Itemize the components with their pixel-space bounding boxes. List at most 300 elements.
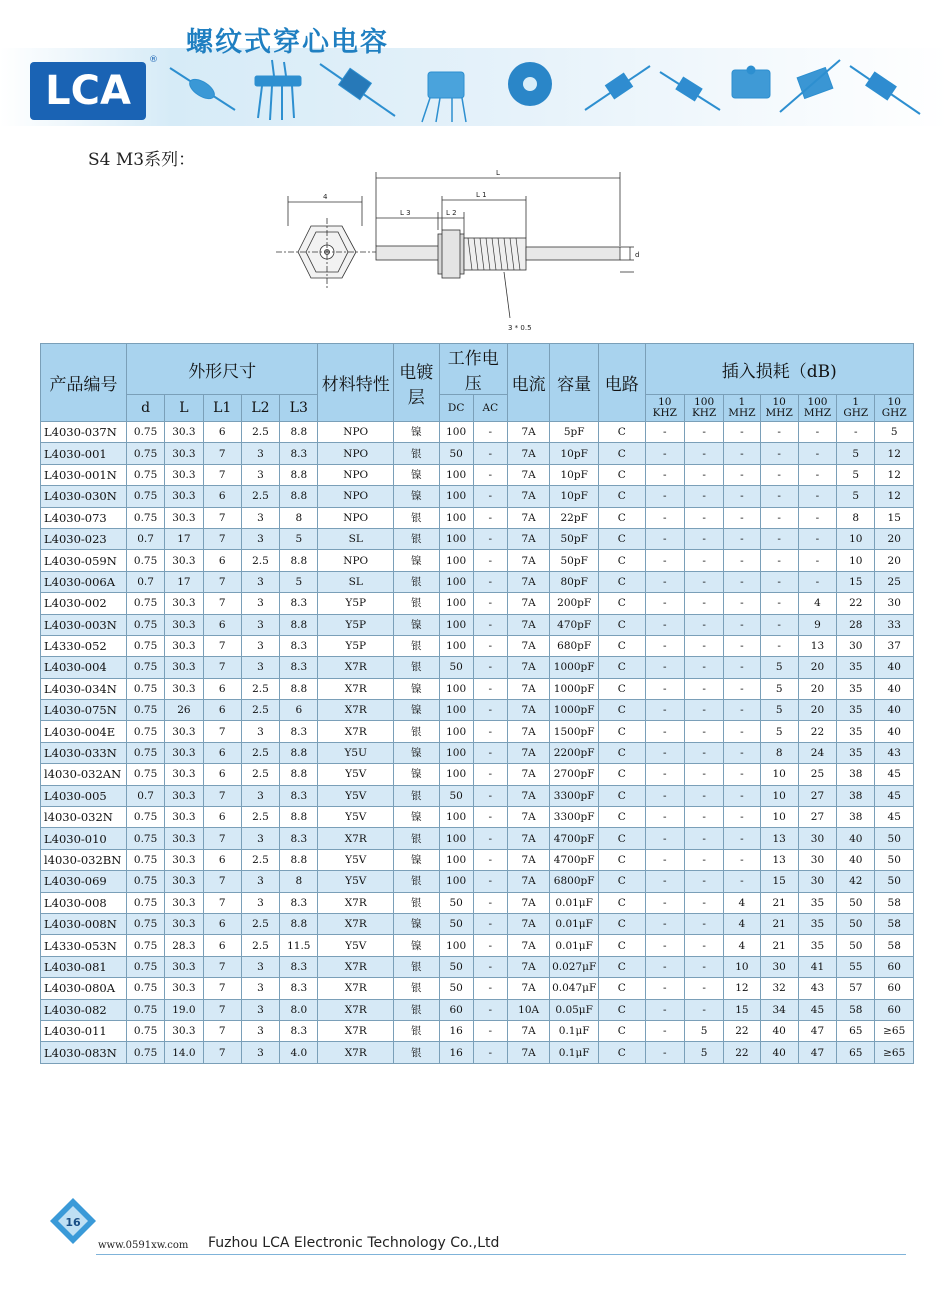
dim-label-L2: L 2 [446, 209, 457, 217]
table-row [41, 571, 914, 592]
table-row [41, 913, 914, 934]
cell-dc: 50 [439, 978, 473, 999]
cell-loss-100mhz: 24 [798, 742, 836, 763]
header-loss-100mhz: 100 MHZ [798, 395, 836, 422]
cell-material: X7R [318, 978, 394, 999]
cell-dc: 100 [439, 464, 473, 485]
cell-loss-1ghz: 35 [837, 721, 875, 742]
cell-dc: 100 [439, 571, 473, 592]
cell-loss-100mhz: - [798, 486, 836, 507]
cell-model: L4030-083N [41, 1042, 127, 1063]
cell-material: Y5V [318, 807, 394, 828]
cell-L1: 6 [203, 742, 241, 763]
cell-L1: 7 [203, 507, 241, 528]
cell-loss-100mhz: 47 [798, 1042, 836, 1063]
cell-L: 30.3 [165, 635, 203, 656]
cell-L: 30.3 [165, 443, 203, 464]
cell-model: L4030-011 [41, 1020, 127, 1041]
cell-circuit: C [599, 657, 646, 678]
cell-dc: 100 [439, 678, 473, 699]
cell-loss-10mhz: - [760, 443, 798, 464]
cell-circuit: C [599, 678, 646, 699]
cell-L1: 7 [203, 978, 241, 999]
cell-plating: 银 [394, 828, 440, 849]
cell-ac: - [473, 913, 507, 934]
cell-loss-10khz: - [645, 635, 684, 656]
header-plating: 电镀层 [394, 344, 440, 422]
cell-L3: 8.8 [280, 807, 318, 828]
cell-loss-1mhz: - [724, 764, 760, 785]
cell-L2: 3 [241, 507, 279, 528]
cell-capacitance: 0.05μF [550, 999, 599, 1020]
cell-circuit: C [599, 550, 646, 571]
cell-loss-100mhz: - [798, 571, 836, 592]
dim-label-thread: 3 * 0.5 [508, 324, 532, 332]
cell-loss-10ghz: 37 [875, 635, 914, 656]
cell-circuit: C [599, 849, 646, 870]
cell-L3: 8.8 [280, 913, 318, 934]
table-body [41, 422, 914, 1064]
cell-ac: - [473, 721, 507, 742]
cell-loss-10khz: - [645, 807, 684, 828]
cell-ac: - [473, 807, 507, 828]
cell-plating: 银 [394, 721, 440, 742]
cell-L: 30.3 [165, 807, 203, 828]
cell-loss-1mhz: - [724, 828, 760, 849]
cell-L1: 6 [203, 700, 241, 721]
cell-L1: 7 [203, 464, 241, 485]
page-number: 16 [65, 1216, 81, 1229]
cell-L: 30.3 [165, 742, 203, 763]
cell-material: NPO [318, 443, 394, 464]
cell-loss-10mhz: 5 [760, 721, 798, 742]
cell-loss-1mhz: - [724, 742, 760, 763]
cell-L2: 2.5 [241, 678, 279, 699]
cell-L2: 2.5 [241, 422, 279, 443]
cell-L: 30.3 [165, 550, 203, 571]
cell-loss-10ghz: 45 [875, 764, 914, 785]
cell-circuit: C [599, 507, 646, 528]
cell-material: NPO [318, 464, 394, 485]
cell-ac: - [473, 443, 507, 464]
cell-L2: 3 [241, 1020, 279, 1041]
cell-loss-100mhz: 9 [798, 614, 836, 635]
cell-loss-1mhz: - [724, 678, 760, 699]
cell-d: 0.75 [126, 999, 164, 1020]
cell-L2: 3 [241, 614, 279, 635]
cell-current: 7A [507, 528, 549, 549]
cell-L2: 3 [241, 828, 279, 849]
cell-loss-10mhz: 30 [760, 956, 798, 977]
cell-loss-100khz: 5 [684, 1042, 723, 1063]
cell-current: 7A [507, 956, 549, 977]
cell-loss-10khz: - [645, 550, 684, 571]
cell-loss-100mhz: 41 [798, 956, 836, 977]
cell-loss-10khz: - [645, 657, 684, 678]
cell-L1: 7 [203, 1020, 241, 1041]
cell-L2: 3 [241, 721, 279, 742]
cell-loss-100mhz: 20 [798, 700, 836, 721]
cell-loss-100khz: - [684, 528, 723, 549]
cell-dc: 60 [439, 999, 473, 1020]
cell-loss-100mhz: 35 [798, 935, 836, 956]
table-row [41, 486, 914, 507]
cell-loss-100mhz: 25 [798, 764, 836, 785]
cell-model: L4030-008N [41, 913, 127, 934]
dim-label-d: d [635, 251, 640, 259]
cell-model: L4030-034N [41, 678, 127, 699]
cell-loss-100khz: - [684, 550, 723, 571]
cell-loss-10ghz: 60 [875, 999, 914, 1020]
cell-loss-1mhz: - [724, 507, 760, 528]
cell-material: X7R [318, 828, 394, 849]
cell-loss-100mhz: 35 [798, 892, 836, 913]
cell-material: X7R [318, 700, 394, 721]
cell-loss-10khz: - [645, 913, 684, 934]
cell-plating: 银 [394, 1042, 440, 1063]
cell-ac: - [473, 507, 507, 528]
cell-capacitance: 0.027μF [550, 956, 599, 977]
cell-circuit: C [599, 593, 646, 614]
cell-d: 0.75 [126, 422, 164, 443]
cell-loss-100khz: - [684, 700, 723, 721]
cell-plating: 镍 [394, 935, 440, 956]
cell-capacitance: 22pF [550, 507, 599, 528]
cell-loss-10ghz: 58 [875, 935, 914, 956]
cell-dc: 50 [439, 956, 473, 977]
cell-loss-1mhz: - [724, 849, 760, 870]
cell-d: 0.75 [126, 464, 164, 485]
cell-capacitance: 6800pF [550, 871, 599, 892]
cell-loss-100khz: - [684, 956, 723, 977]
cell-d: 0.75 [126, 935, 164, 956]
cell-loss-1mhz: - [724, 422, 760, 443]
cell-loss-10ghz: ≥65 [875, 1042, 914, 1063]
cell-loss-10ghz: 40 [875, 721, 914, 742]
cell-material: Y5V [318, 785, 394, 806]
cell-material: Y5V [318, 764, 394, 785]
cell-d: 0.75 [126, 978, 164, 999]
cell-loss-10khz: - [645, 828, 684, 849]
footer-url[interactable]: www.0591xw.com [98, 1240, 189, 1251]
cell-circuit: C [599, 422, 646, 443]
cell-loss-100mhz: - [798, 443, 836, 464]
cell-L1: 6 [203, 935, 241, 956]
cell-ac: - [473, 614, 507, 635]
cell-loss-10ghz: 45 [875, 807, 914, 828]
cell-loss-100mhz: 30 [798, 828, 836, 849]
cell-L2: 3 [241, 464, 279, 485]
table-row [41, 871, 914, 892]
cell-loss-10mhz: - [760, 593, 798, 614]
cell-d: 0.7 [126, 571, 164, 592]
cell-circuit: C [599, 1020, 646, 1041]
cell-L2: 3 [241, 1042, 279, 1063]
cell-circuit: C [599, 871, 646, 892]
cell-loss-1mhz: 12 [724, 978, 760, 999]
cell-loss-100mhz: 47 [798, 1020, 836, 1041]
cell-L: 19.0 [165, 999, 203, 1020]
cell-dc: 100 [439, 528, 473, 549]
cell-d: 0.7 [126, 785, 164, 806]
cell-loss-10mhz: 13 [760, 849, 798, 870]
cell-L3: 8.8 [280, 464, 318, 485]
cell-L: 30.3 [165, 849, 203, 870]
cell-ac: - [473, 635, 507, 656]
cell-ac: - [473, 742, 507, 763]
cell-loss-10ghz: 15 [875, 507, 914, 528]
cell-L: 26 [165, 700, 203, 721]
cell-plating: 银 [394, 956, 440, 977]
cell-dc: 100 [439, 593, 473, 614]
cell-ac: - [473, 999, 507, 1020]
cell-L2: 3 [241, 657, 279, 678]
cell-dc: 100 [439, 614, 473, 635]
table-row [41, 1042, 914, 1063]
cell-loss-100khz: - [684, 742, 723, 763]
cell-L2: 3 [241, 635, 279, 656]
cell-L3: 8.8 [280, 614, 318, 635]
cell-current: 7A [507, 935, 549, 956]
cell-model: l4030-032BN [41, 849, 127, 870]
cell-loss-10ghz: 30 [875, 593, 914, 614]
cell-capacitance: 0.01μF [550, 913, 599, 934]
cell-loss-1mhz: 4 [724, 935, 760, 956]
cell-L1: 7 [203, 828, 241, 849]
cell-loss-1ghz: 38 [837, 764, 875, 785]
series-label: S4 M3系列： [88, 150, 196, 170]
cell-material: Y5V [318, 935, 394, 956]
cell-dc: 50 [439, 657, 473, 678]
cell-capacitance: 10pF [550, 464, 599, 485]
cell-d: 0.75 [126, 1042, 164, 1063]
cell-loss-100khz: - [684, 614, 723, 635]
cell-L1: 6 [203, 550, 241, 571]
cell-ac: - [473, 528, 507, 549]
cell-L1: 7 [203, 657, 241, 678]
header-capacitor-illustrations [160, 50, 940, 126]
cell-loss-100khz: - [684, 871, 723, 892]
cell-L1: 6 [203, 913, 241, 934]
cell-loss-1ghz: 35 [837, 742, 875, 763]
cell-current: 7A [507, 486, 549, 507]
cell-loss-10ghz: 25 [875, 571, 914, 592]
cell-loss-1ghz: 58 [837, 999, 875, 1020]
cell-plating: 银 [394, 1020, 440, 1041]
cell-L1: 7 [203, 528, 241, 549]
cell-plating: 镍 [394, 550, 440, 571]
cell-loss-10mhz: 32 [760, 978, 798, 999]
cell-loss-100khz: - [684, 593, 723, 614]
cell-material: Y5V [318, 849, 394, 870]
cell-L3: 8.3 [280, 443, 318, 464]
cell-material: Y5P [318, 593, 394, 614]
cell-loss-1mhz: 22 [724, 1042, 760, 1063]
cell-circuit: C [599, 913, 646, 934]
cell-loss-1mhz: - [724, 614, 760, 635]
cell-loss-100mhz: 27 [798, 807, 836, 828]
cell-loss-10mhz: - [760, 507, 798, 528]
cell-ac: - [473, 764, 507, 785]
logo-text: LCA [45, 68, 131, 114]
cell-capacitance: 4700pF [550, 828, 599, 849]
cell-material: X7R [318, 1020, 394, 1041]
cell-L3: 8 [280, 871, 318, 892]
cell-current: 7A [507, 464, 549, 485]
table-row [41, 528, 914, 549]
table-row [41, 764, 914, 785]
table-row [41, 807, 914, 828]
cell-loss-1ghz: 42 [837, 871, 875, 892]
cell-loss-10ghz: 33 [875, 614, 914, 635]
cell-capacitance: 200pF [550, 593, 599, 614]
table-row [41, 785, 914, 806]
cell-plating: 镍 [394, 764, 440, 785]
cell-model: L4030-033N [41, 742, 127, 763]
cell-loss-1ghz: 5 [837, 443, 875, 464]
cell-loss-10khz: - [645, 956, 684, 977]
cell-loss-10ghz: 60 [875, 956, 914, 977]
cell-loss-10khz: - [645, 742, 684, 763]
cell-loss-10mhz: 40 [760, 1020, 798, 1041]
cell-L: 30.3 [165, 785, 203, 806]
cell-L: 30.3 [165, 593, 203, 614]
cell-current: 7A [507, 507, 549, 528]
cell-circuit: C [599, 528, 646, 549]
cell-plating: 镍 [394, 464, 440, 485]
cell-loss-100khz: - [684, 422, 723, 443]
cell-model: L4030-030N [41, 486, 127, 507]
cell-plating: 镍 [394, 700, 440, 721]
header-capacitance: 容量 [550, 344, 599, 422]
cell-loss-100mhz: 45 [798, 999, 836, 1020]
cell-loss-10mhz: - [760, 528, 798, 549]
cell-L3: 11.5 [280, 935, 318, 956]
cell-L3: 8 [280, 507, 318, 528]
cell-L3: 8.8 [280, 764, 318, 785]
cell-L3: 8.8 [280, 550, 318, 571]
cell-plating: 银 [394, 657, 440, 678]
cell-capacitance: 0.1μF [550, 1042, 599, 1063]
cell-loss-10khz: - [645, 1020, 684, 1041]
cell-loss-100khz: - [684, 828, 723, 849]
cell-loss-10ghz: 58 [875, 913, 914, 934]
cell-loss-1ghz: 40 [837, 828, 875, 849]
cell-loss-10ghz: 50 [875, 828, 914, 849]
cell-loss-100khz: - [684, 678, 723, 699]
cell-dc: 100 [439, 550, 473, 571]
cell-capacitance: 2700pF [550, 764, 599, 785]
cell-loss-10khz: - [645, 892, 684, 913]
cell-circuit: C [599, 935, 646, 956]
cell-model: L4030-081 [41, 956, 127, 977]
cell-L: 30.3 [165, 486, 203, 507]
header-material: 材料特性 [318, 344, 394, 422]
table-row [41, 614, 914, 635]
cell-L1: 7 [203, 443, 241, 464]
cell-L2: 3 [241, 593, 279, 614]
cell-dc: 50 [439, 913, 473, 934]
cell-circuit: C [599, 571, 646, 592]
cell-model: L4030-082 [41, 999, 127, 1020]
cell-loss-10mhz: 5 [760, 678, 798, 699]
cell-L: 30.3 [165, 764, 203, 785]
header-current: 电流 [507, 344, 549, 422]
cell-loss-1ghz: 15 [837, 571, 875, 592]
cell-loss-10khz: - [645, 593, 684, 614]
cell-loss-10khz: - [645, 528, 684, 549]
cell-loss-1mhz: - [724, 871, 760, 892]
cell-current: 7A [507, 785, 549, 806]
cell-model: L4030-069 [41, 871, 127, 892]
cell-L1: 7 [203, 571, 241, 592]
header-voltage-dc: DC [439, 395, 473, 422]
cell-model: L4030-005 [41, 785, 127, 806]
cell-current: 7A [507, 913, 549, 934]
cell-d: 0.75 [126, 828, 164, 849]
company-logo [30, 62, 146, 120]
table-row [41, 635, 914, 656]
cell-L1: 7 [203, 721, 241, 742]
cell-loss-100khz: - [684, 785, 723, 806]
cell-loss-1ghz: 5 [837, 464, 875, 485]
cell-capacitance: 0.01μF [550, 935, 599, 956]
cell-circuit: C [599, 700, 646, 721]
cell-plating: 银 [394, 635, 440, 656]
cell-material: X7R [318, 999, 394, 1020]
cell-L: 30.3 [165, 614, 203, 635]
cell-loss-100khz: - [684, 764, 723, 785]
cell-loss-10ghz: 40 [875, 678, 914, 699]
cell-loss-10mhz: - [760, 464, 798, 485]
cell-ac: - [473, 849, 507, 870]
cell-loss-10mhz: 15 [760, 871, 798, 892]
table-row [41, 422, 914, 443]
cell-loss-1mhz: - [724, 721, 760, 742]
cell-current: 7A [507, 700, 549, 721]
cell-loss-1mhz: 4 [724, 892, 760, 913]
table-row [41, 464, 914, 485]
cell-current: 7A [507, 742, 549, 763]
cell-loss-10khz: - [645, 721, 684, 742]
cell-L1: 7 [203, 593, 241, 614]
cell-L1: 6 [203, 764, 241, 785]
cell-L3: 8.3 [280, 785, 318, 806]
cell-L: 30.3 [165, 422, 203, 443]
cell-loss-1ghz: 28 [837, 614, 875, 635]
cell-loss-10mhz: 10 [760, 807, 798, 828]
cell-capacitance: 4700pF [550, 849, 599, 870]
cell-material: X7R [318, 1042, 394, 1063]
cell-loss-1ghz: 50 [837, 892, 875, 913]
header-loss-100khz: 100 KHZ [684, 395, 723, 422]
cell-loss-10khz: - [645, 700, 684, 721]
cell-model: L4030-004 [41, 657, 127, 678]
cell-loss-1mhz: - [724, 464, 760, 485]
cell-loss-10mhz: - [760, 571, 798, 592]
cell-L3: 8.3 [280, 593, 318, 614]
cell-ac: - [473, 935, 507, 956]
table-row [41, 742, 914, 763]
cell-current: 7A [507, 443, 549, 464]
cell-model: L4030-073 [41, 507, 127, 528]
cell-loss-1ghz: 10 [837, 528, 875, 549]
cell-circuit: C [599, 785, 646, 806]
cell-loss-1ghz: 8 [837, 507, 875, 528]
cell-loss-100mhz: - [798, 507, 836, 528]
cell-capacitance: 3300pF [550, 785, 599, 806]
cell-L: 17 [165, 571, 203, 592]
